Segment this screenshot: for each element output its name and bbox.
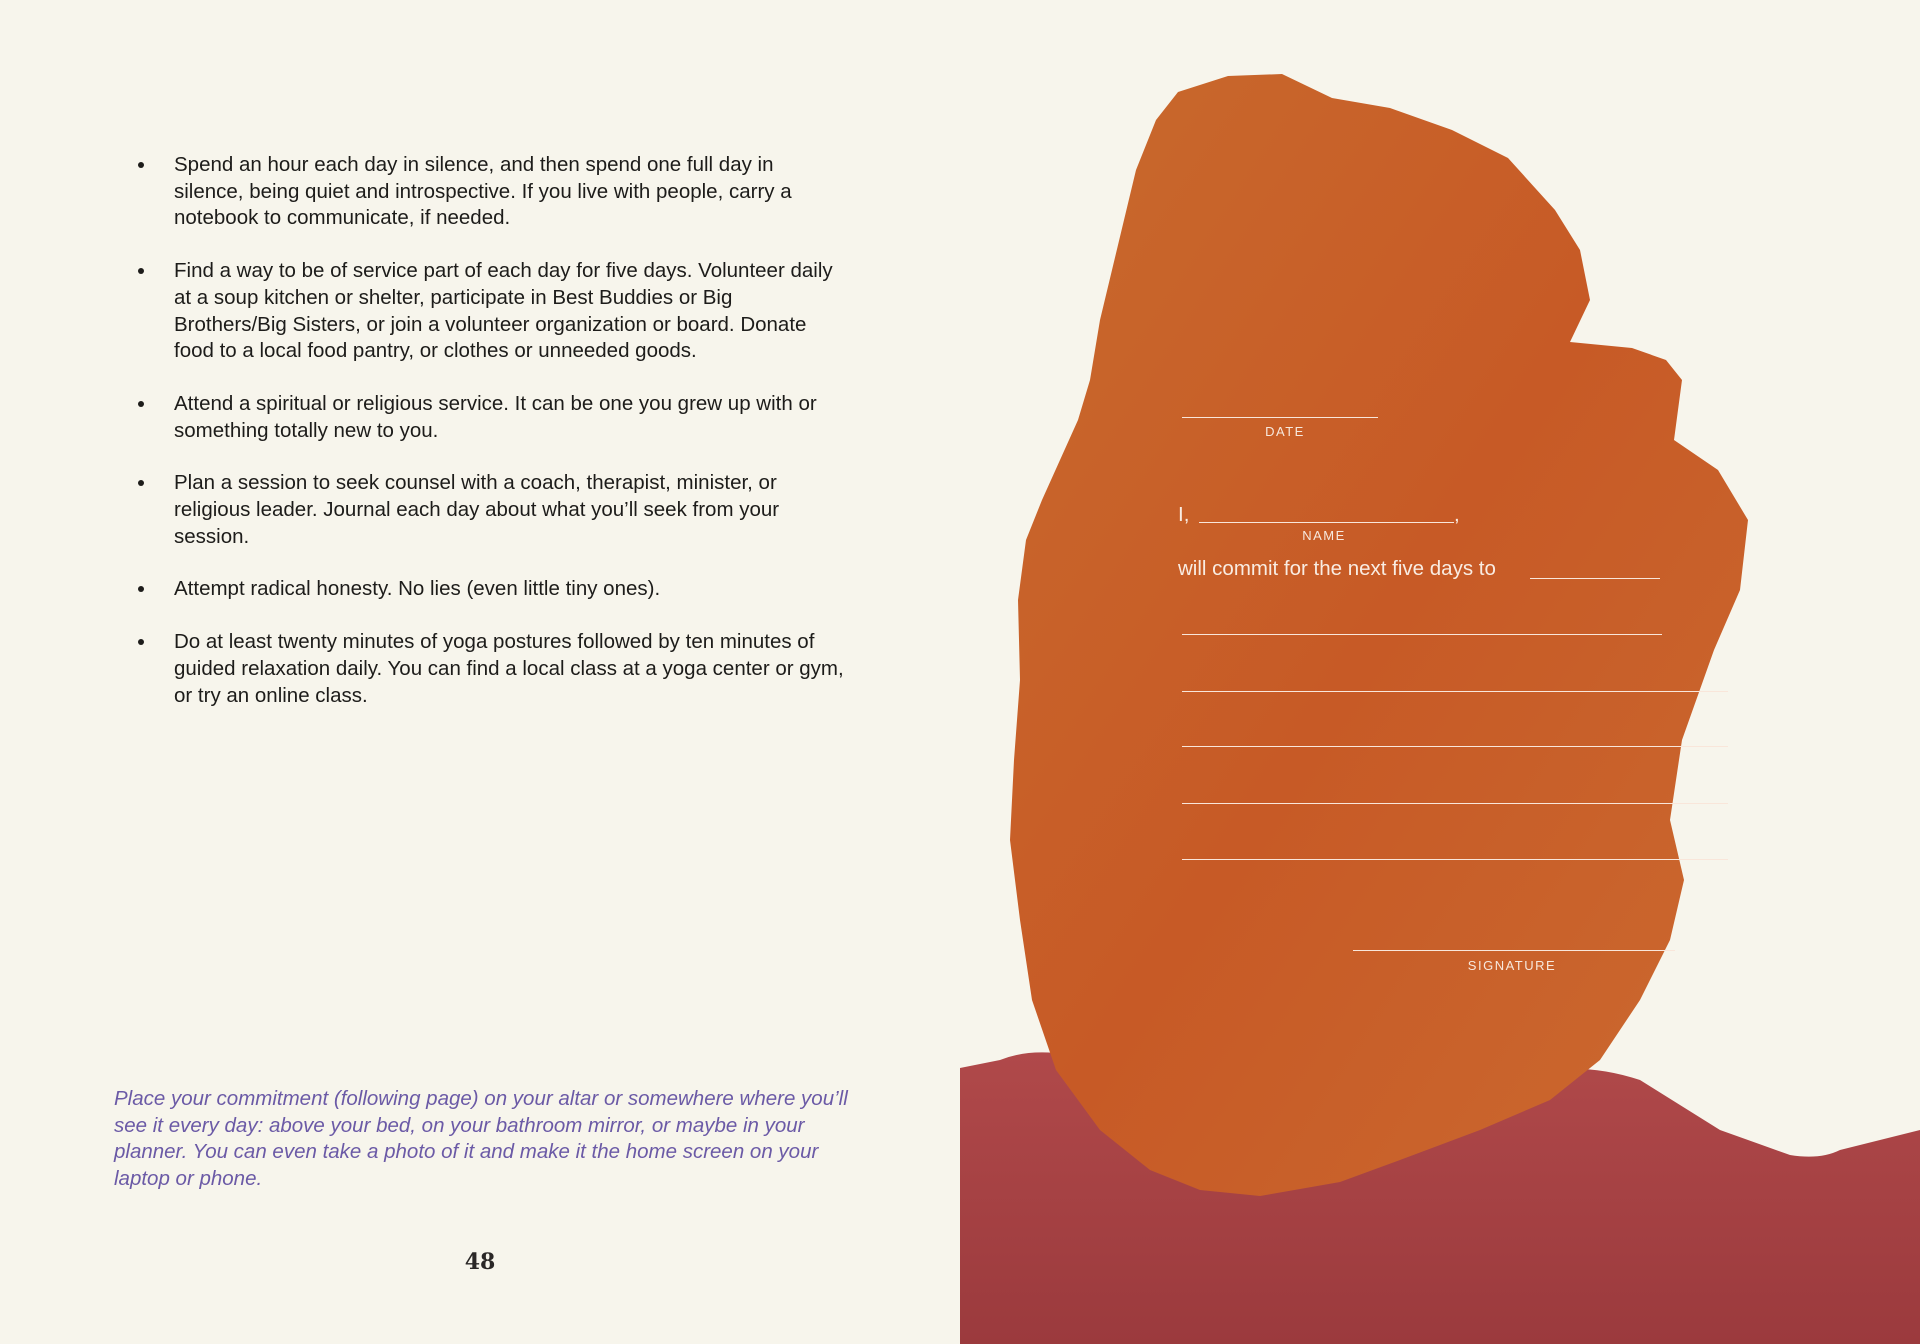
commit-text: will commit for the next five days to bbox=[1178, 557, 1496, 580]
commit-line-4[interactable] bbox=[1182, 803, 1728, 804]
list-item-text: Attempt radical honesty. No lies (even little tiny ones). bbox=[174, 577, 661, 601]
list-item bbox=[138, 152, 848, 232]
commit-line-2[interactable] bbox=[1182, 691, 1728, 692]
list-item-text: Do at least twenty minutes of yoga postures followed by ten minutes of guided relaxation daily. You can find a local class at a yoga center or gym, or try an online class. bbox=[174, 630, 844, 707]
bullet-icon bbox=[138, 162, 144, 168]
bullet-icon bbox=[138, 401, 144, 407]
list-item-text: Find a way to be of service part of each day for five days. Volunteer daily at a soup kitchen or shelter, participate in Best Buddies or Big Brothers/Big Sisters, or join a volunteer organization or board. Donate food to a local food pantry, or clothes or unneeded goods. bbox=[174, 259, 833, 363]
commit-line-5[interactable] bbox=[1182, 859, 1728, 860]
commit-line-3[interactable] bbox=[1182, 746, 1728, 747]
orange-rock bbox=[1010, 74, 1748, 1196]
name-comma: , bbox=[1454, 503, 1460, 526]
list-item bbox=[138, 629, 848, 709]
commitment-note: Place your commitment (following page) on your altar or somewhere where you’ll see it every day: above your bed, on your bathroom mirror, or maybe in your planner. You can even take a photo of it and make it the home screen on your laptop or phone. bbox=[114, 1087, 848, 1191]
pronoun-text: I, bbox=[1178, 503, 1190, 526]
list-item bbox=[138, 470, 848, 550]
page-number: 48 bbox=[464, 1249, 496, 1275]
watercolor-artwork bbox=[960, 0, 1920, 1344]
practice-list bbox=[138, 152, 848, 735]
date-line[interactable] bbox=[1182, 417, 1378, 418]
bullet-icon bbox=[138, 268, 144, 274]
bullet-icon bbox=[138, 586, 144, 592]
signature-label: SIGNATURE bbox=[1467, 958, 1557, 973]
list-item bbox=[138, 576, 848, 603]
commit-line-1[interactable] bbox=[1182, 634, 1662, 635]
list-item-text: Attend a spiritual or religious service. It can be one you grew up with or something totally new to you. bbox=[174, 391, 817, 442]
list-item-text: Spend an hour each day in silence, and then spend one full day in silence, being quiet and introspective. If you live with people, carry a notebook to communicate, if needed. bbox=[174, 153, 792, 230]
commit-inline-line[interactable] bbox=[1530, 578, 1660, 579]
date-label: DATE bbox=[1265, 424, 1305, 439]
list-item-text: Plan a session to seek counsel with a coach, therapist, minister, or religious leader. Journal each day about what you’ll seek from your session. bbox=[174, 471, 780, 548]
right-page bbox=[960, 0, 1920, 1344]
bullet-icon bbox=[138, 480, 144, 486]
list-item bbox=[138, 258, 848, 365]
name-label: NAME bbox=[1302, 528, 1346, 543]
signature-line[interactable] bbox=[1353, 950, 1675, 951]
list-item bbox=[138, 391, 848, 444]
name-line[interactable] bbox=[1199, 522, 1454, 523]
bullet-icon bbox=[138, 639, 144, 645]
